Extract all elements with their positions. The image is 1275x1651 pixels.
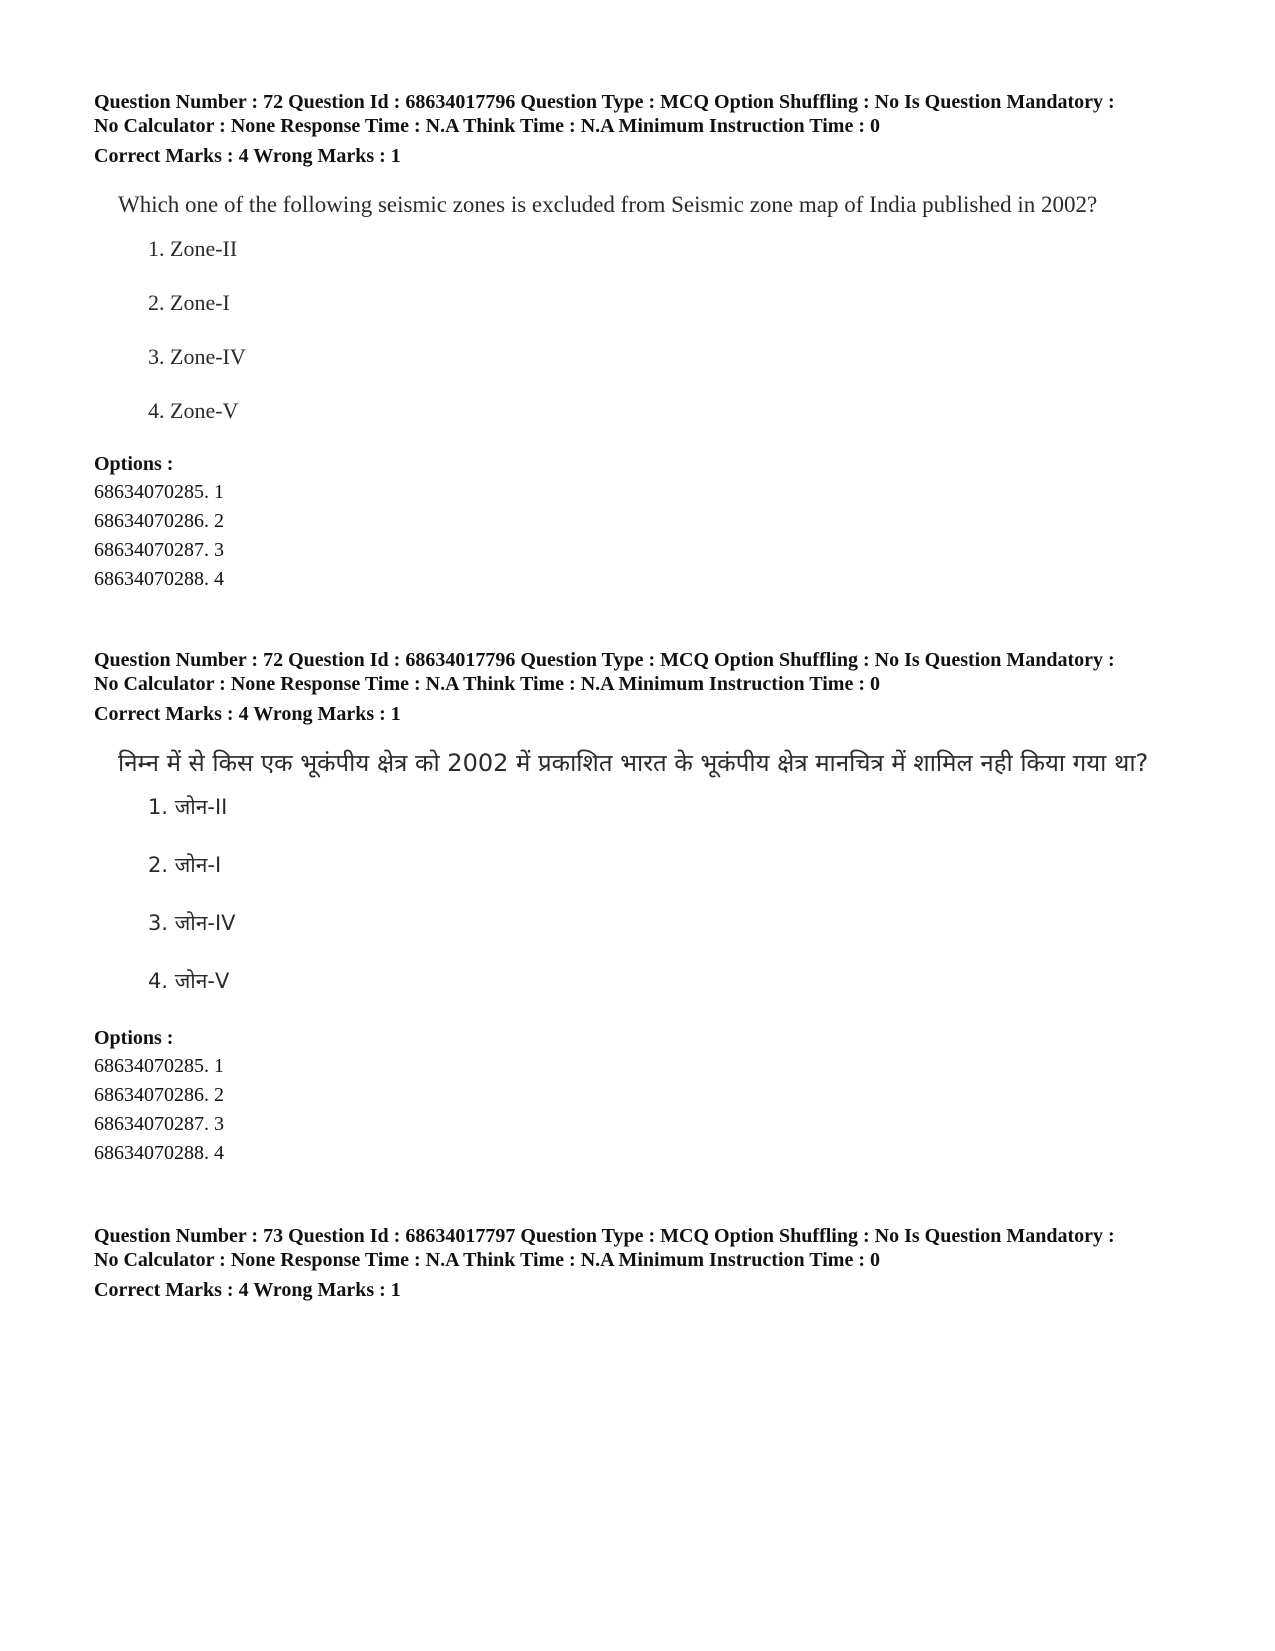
answer-choices: [148, 234, 1204, 426]
options-list: [94, 1052, 1204, 1168]
question-meta-line2: No Calculator : None Response Time : N.A Think Time : N.A Minimum Instruction Time : 0: [94, 115, 880, 137]
question-marks: Correct Marks : 4 Wrong Marks : 1: [94, 1279, 401, 1301]
choice-item: 4. Zone-V: [148, 398, 239, 423]
choice-item: 4. जोन-V: [148, 969, 230, 993]
question-block-73: [94, 1224, 1204, 1302]
option-id: 68634070286. 2: [94, 510, 224, 532]
choice-item: 1. Zone-II: [148, 236, 238, 261]
option-id: 68634070287. 3: [94, 1113, 224, 1135]
question-meta-line2: No Calculator : None Response Time : N.A Think Time : N.A Minimum Instruction Time : 0: [94, 1249, 880, 1271]
option-id: 68634070288. 4: [94, 1142, 224, 1164]
choice-item: 3. Zone-IV: [148, 344, 246, 369]
options-list: [94, 478, 1204, 594]
choice-item: 2. जोन-I: [148, 853, 222, 877]
question-text: Which one of the following seismic zones is excluded from Seismic zone map of India published in 2002?: [118, 192, 1098, 217]
question-meta-line1: Question Number : 72 Question Id : 68634017796 Question Type : MCQ Option Shuffling : No Is Question Mandatory :: [94, 649, 1115, 671]
option-id: 68634070285. 1: [94, 481, 224, 503]
question-marks: Correct Marks : 4 Wrong Marks : 1: [94, 703, 401, 725]
choice-item: 1. जोन-II: [148, 795, 228, 819]
question-block-72-hi: [94, 648, 1204, 1168]
question-meta-line2: No Calculator : None Response Time : N.A Think Time : N.A Minimum Instruction Time : 0: [94, 673, 880, 695]
question-meta-line1: Question Number : 72 Question Id : 68634017796 Question Type : MCQ Option Shuffling : No Is Question Mandatory :: [94, 91, 1115, 113]
question-marks: Correct Marks : 4 Wrong Marks : 1: [94, 145, 401, 167]
choice-item: 2. Zone-I: [148, 290, 230, 315]
option-id: 68634070288. 4: [94, 568, 224, 590]
question-block-72-en: [94, 90, 1204, 594]
options-title: Options :: [94, 1027, 174, 1049]
option-id: 68634070286. 2: [94, 1084, 224, 1106]
choice-item: 3. जोन-IV: [148, 911, 236, 935]
answer-choices: [148, 792, 1204, 996]
question-text: निम्न में से किस एक भूकंपीय क्षेत्र को 2002 में प्रकाशित भारत के भूकंपीय क्षेत्र मानचित्र में शामिल नही किया गया था?: [118, 749, 1149, 777]
option-id: 68634070287. 3: [94, 539, 224, 561]
options-title: Options :: [94, 453, 174, 475]
option-id: 68634070285. 1: [94, 1055, 224, 1077]
question-meta-line1: Question Number : 73 Question Id : 68634017797 Question Type : MCQ Option Shuffling : No Is Question Mandatory :: [94, 1225, 1115, 1247]
